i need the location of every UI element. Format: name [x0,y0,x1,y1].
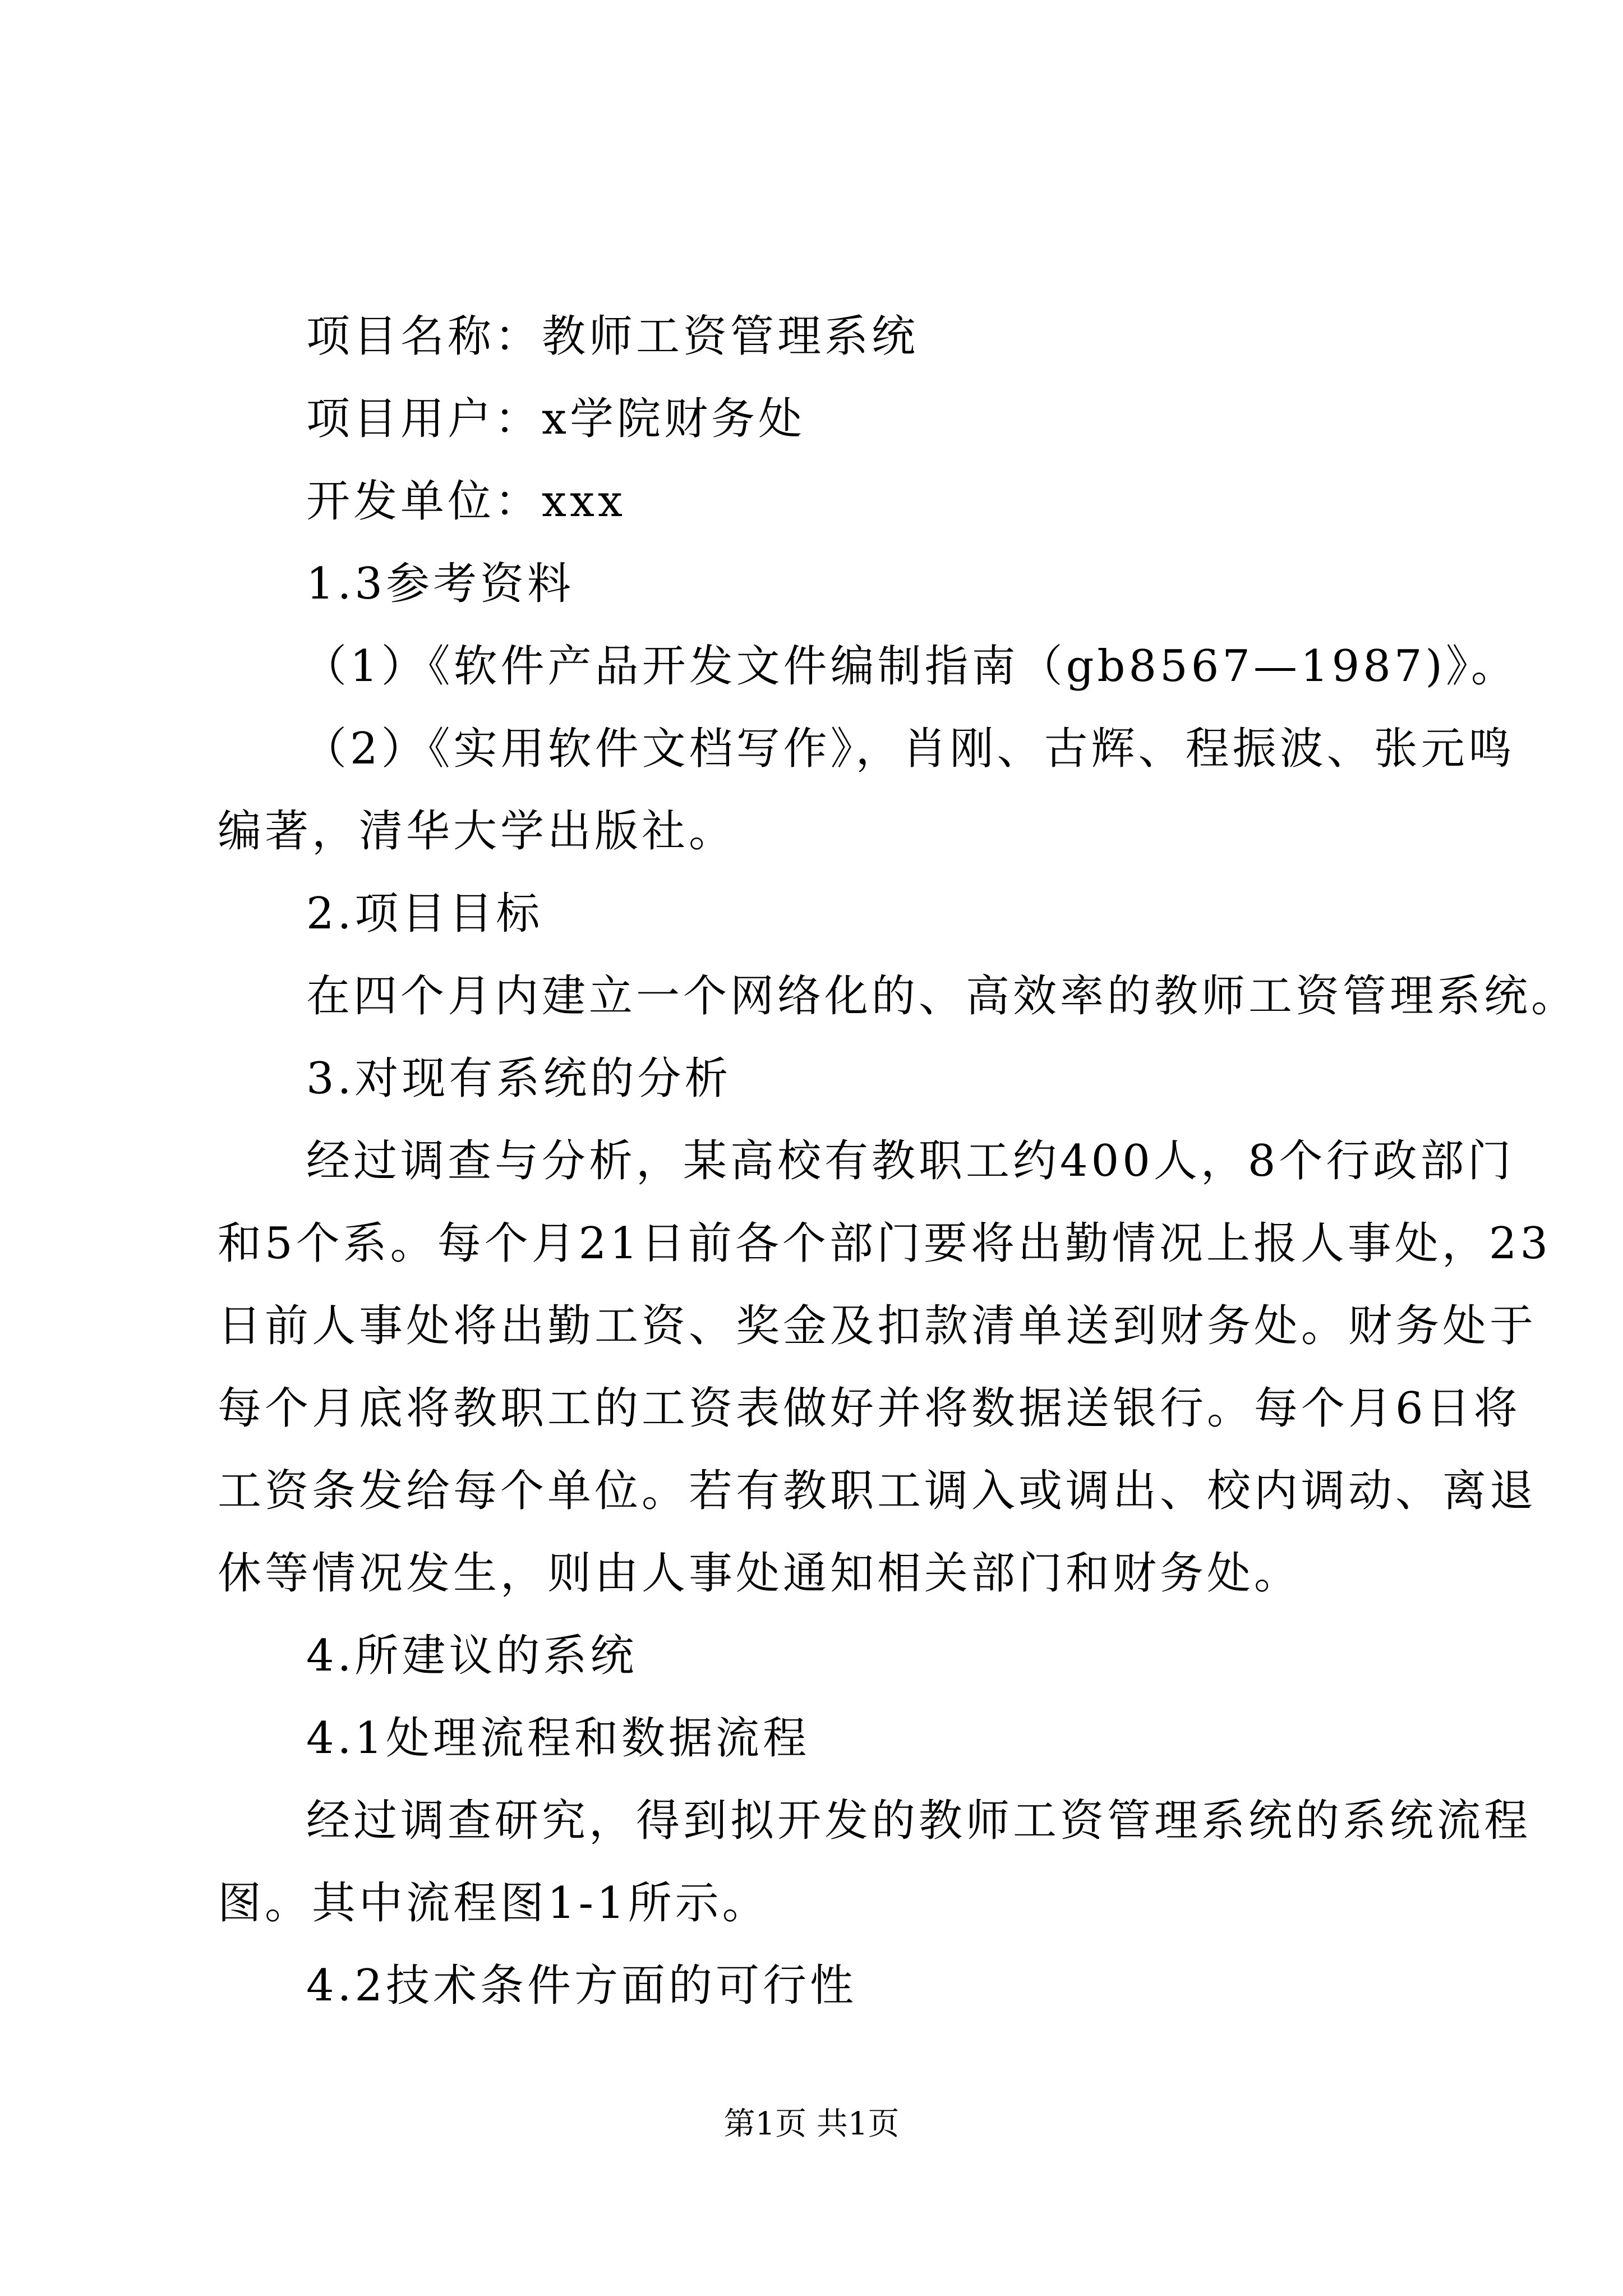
analysis-paragraph-line: 休等情况发生，则由人事处通知相关部门和财务处。 [218,1548,1302,1599]
project-user-line: 项目用户：x学院财务处 [306,394,805,444]
section-2-heading: 2.项目目标 [306,889,543,939]
reference-2-continued: 编著，清华大学出版社。 [218,806,736,857]
analysis-paragraph-line: 日前人事处将出勤工资、奖金及扣款清单送到财务处。财务处于 [218,1301,1537,1351]
flow-paragraph-line: 图。其中流程图1-1所示。 [218,1878,769,1929]
page-footer: 第1页 共1页 [723,2106,900,2142]
section-4-heading: 4.所建议的系统 [306,1631,638,1681]
flow-paragraph-line: 经过调查研究，得到拟开发的教师工资管理系统的系统流程 [306,1796,1532,1846]
analysis-paragraph-line: 和5个系。每个月21日前各个部门要将出勤情况上报人事处，23 [218,1218,1552,1269]
analysis-paragraph-line: 经过调查与分析，某高校有教职工约400人，8个行政部门 [306,1136,1515,1186]
analysis-paragraph-line: 工资条发给每个单位。若有教职工调入或调出、校内调动、离退 [218,1466,1537,1516]
developer-line: 开发单位：xxx [306,476,626,527]
section-3-heading: 3.对现有系统的分析 [306,1053,732,1104]
section-1-3-heading: 1.3参考资料 [306,559,575,609]
project-goal-text: 在四个月内建立一个网络化的、高效率的教师工资管理系统。 [306,971,1579,1022]
reference-2: （2）《实用软件文档写作》，肖刚、古辉、程振波、张元鸣 [303,724,1515,774]
project-name-line: 项目名称：教师工资管理系统 [306,311,919,362]
analysis-paragraph-line: 每个月底将教职工的工资表做好并将数据送银行。每个月6日将 [218,1383,1521,1434]
reference-1: （1）《软件产品开发文件编制指南（gb8567—1987)》。 [303,641,1518,692]
section-4-1-heading: 4.1处理流程和数据流程 [306,1713,810,1764]
section-4-2-heading: 4.2技术条件方面的可行性 [306,1961,857,2011]
